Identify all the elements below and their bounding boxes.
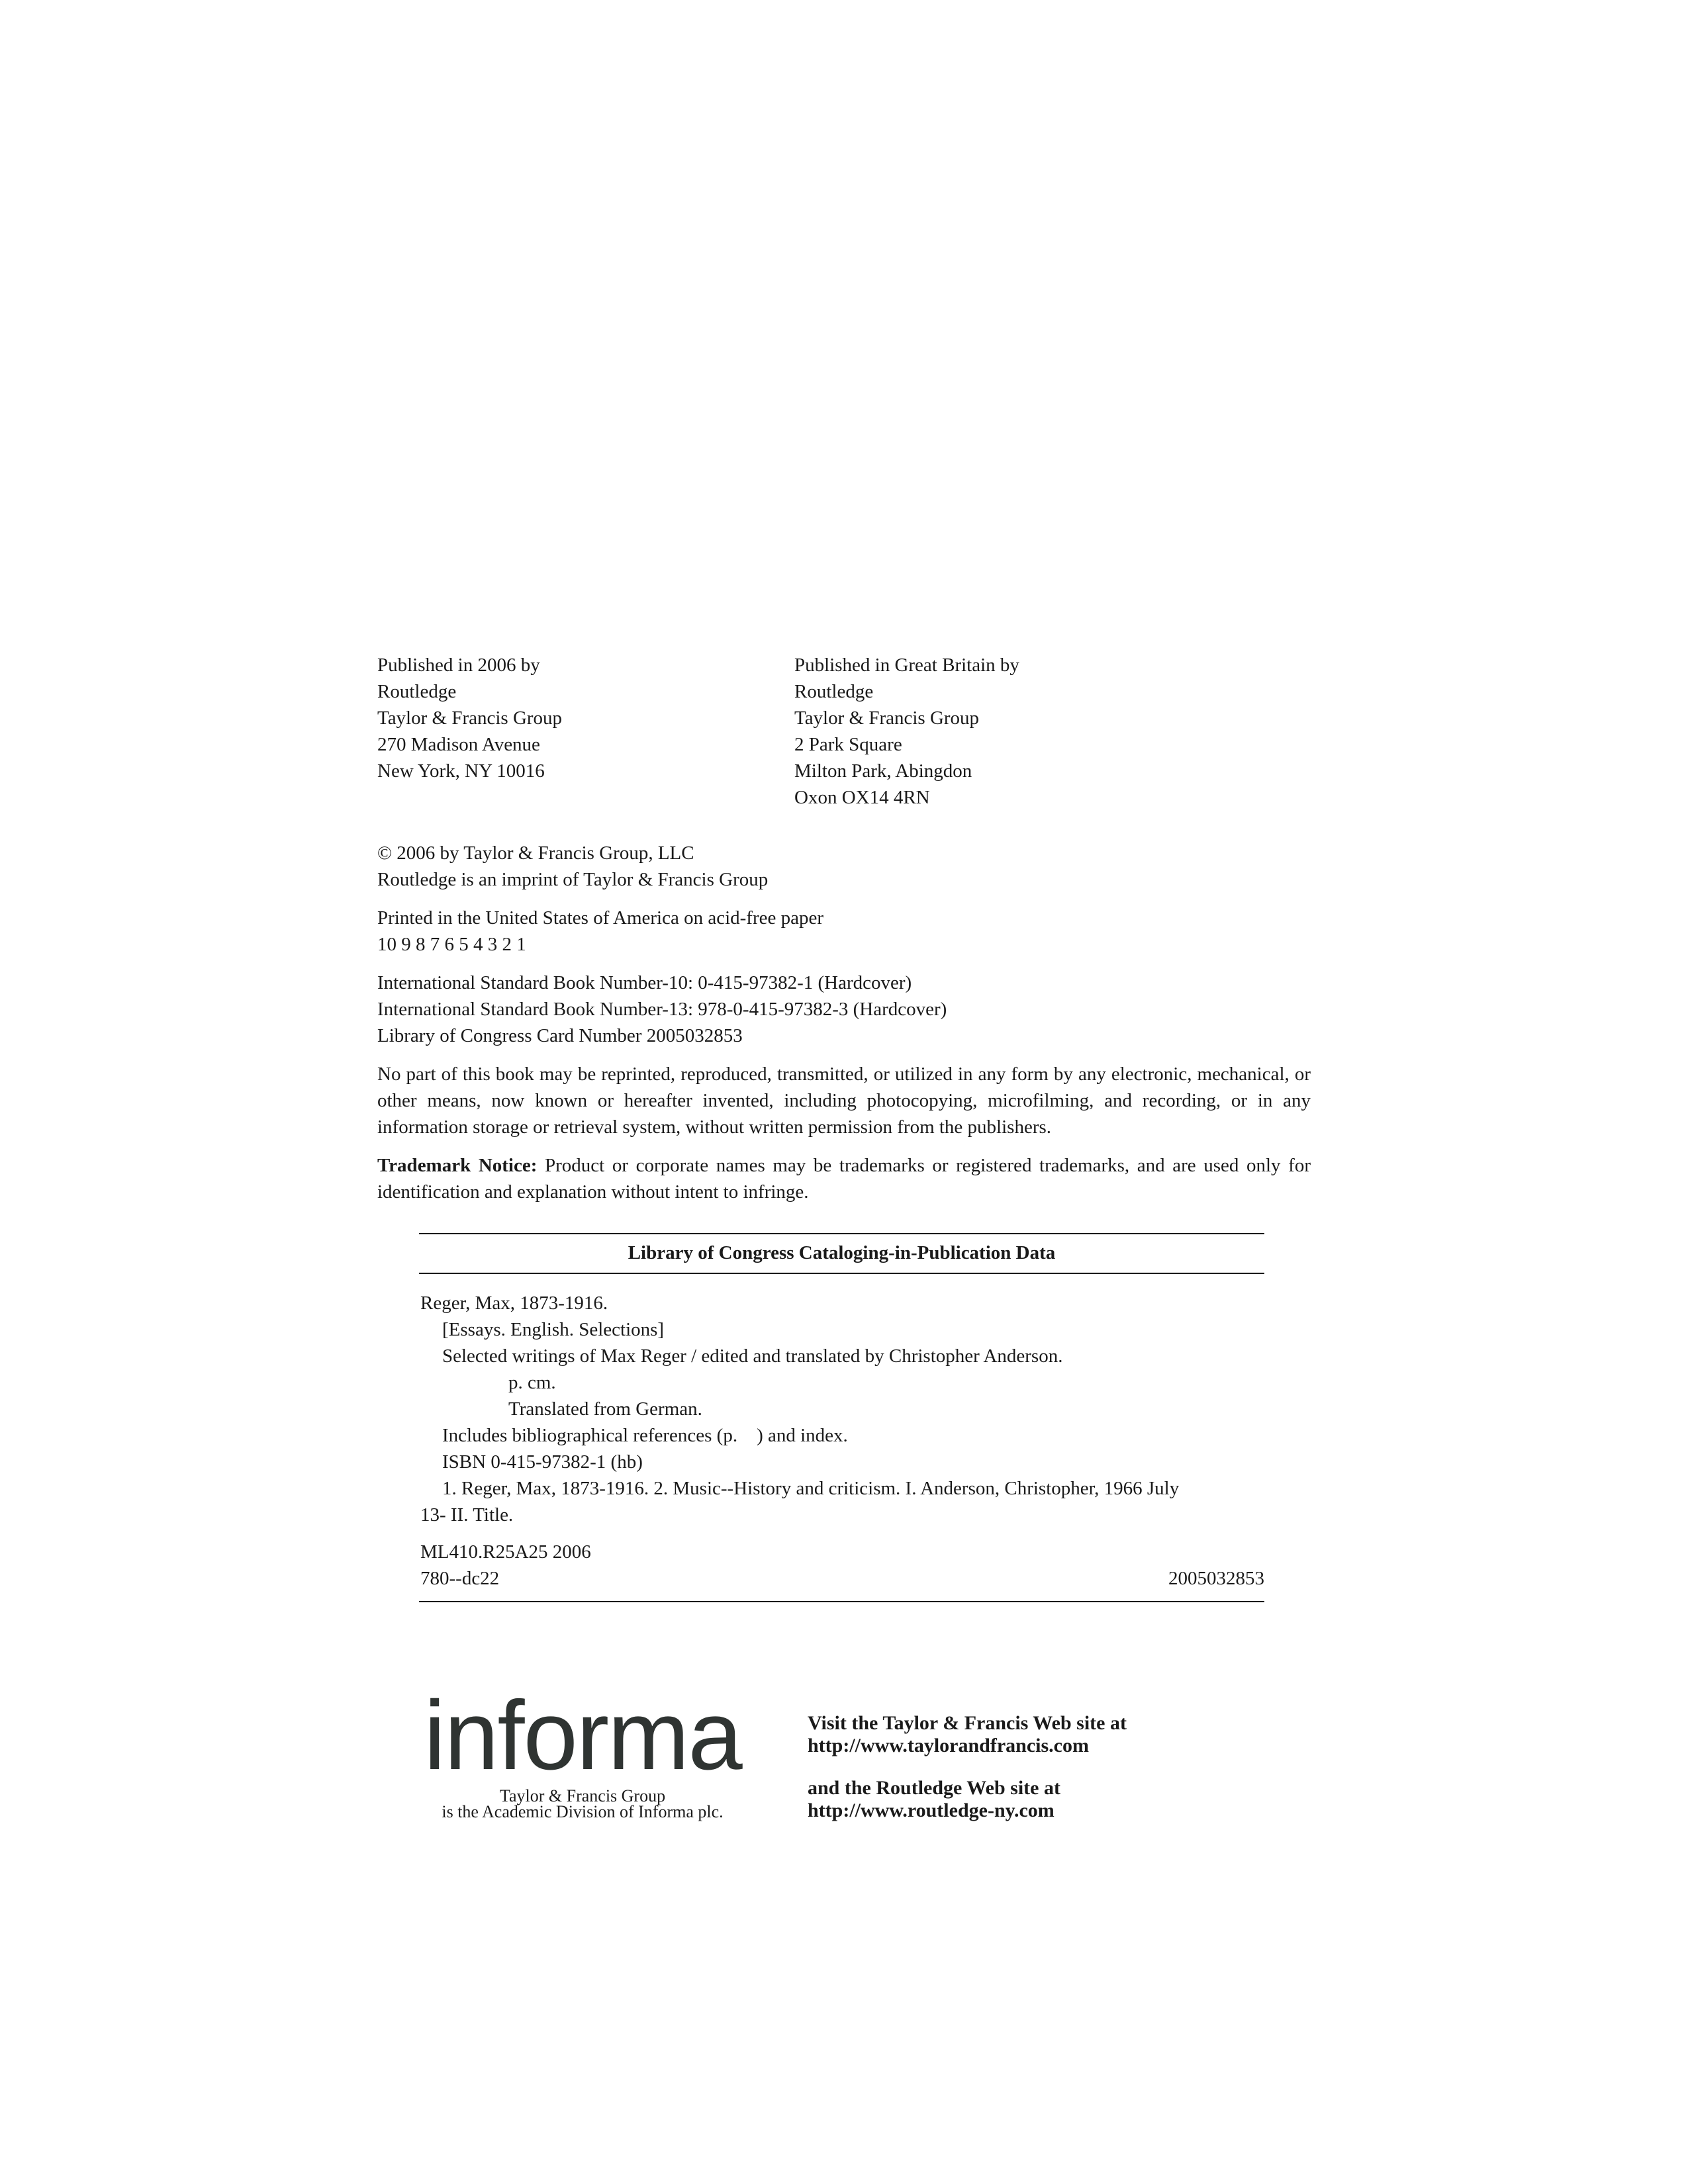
rights-notice: No part of this book may be reprinted, reproduced, transmitted, or utilized in any form by any electronic, mechanical, or other means, now known or hereafter invented, including photocopying, microfilming, and recording, or in any information storage or retrieval system, without written permission from the publishers. <box>377 1064 1311 1138</box>
cip-subjects-continued: 13- II. Title. <box>420 1504 514 1525</box>
informa-logo <box>397 1691 768 1790</box>
informa-logo-wordmark: informa <box>424 1691 741 1790</box>
informa-logo-block <box>391 1691 774 1822</box>
isbn-13-line: International Standard Book Number-13: 978-0-415-97382-3 (Hardcover) <box>377 999 947 1020</box>
trademark-notice <box>377 1152 1311 1205</box>
cip-isbn: ISBN 0-415-97382-1 (hb) <box>442 1451 643 1473</box>
us-publisher-line: 270 Madison Avenue <box>377 734 540 755</box>
uk-publisher-line: Published in Great Britain by <box>794 655 1019 676</box>
cip-call-number: ML410.R25A25 2006 <box>420 1541 591 1563</box>
uk-publisher-line: Routledge <box>794 681 874 702</box>
uk-publisher-line: Milton Park, Abingdon <box>794 760 972 782</box>
cip-record <box>419 1274 1264 1528</box>
us-publisher-line: Routledge <box>377 681 457 702</box>
trademark-label: Trademark Notice: <box>377 1155 538 1176</box>
publisher-addresses <box>377 652 1311 811</box>
copyright-page <box>377 652 1311 1602</box>
routledge-url-link[interactable]: http://www.routledge-ny.com <box>808 1799 1055 1821</box>
copyright-line: © 2006 by Taylor & Francis Group, LLC <box>377 842 694 864</box>
uk-publisher-address <box>794 652 1211 811</box>
cip-lccn: 2005032853 <box>1168 1568 1264 1589</box>
cip-title-statement: Selected writings of Max Reger / edited and translated by Christopher Anderson. <box>442 1345 1063 1367</box>
cip-bottom-rule <box>419 1601 1264 1602</box>
us-publisher-line: Published in 2006 by <box>377 655 540 676</box>
printed-in-line: Printed in the United States of America on acid-free paper <box>377 907 824 929</box>
visit-taylor-francis-text: Visit the Taylor & Francis Web site at <box>808 1712 1127 1734</box>
trademark-text: Product or corporate names may be trademarks or registered trademarks, and are used only for identification and explanation without intent to infringe. <box>377 1155 1311 1203</box>
cip-data-block <box>419 1233 1264 1602</box>
logo-caption-line: Taylor & Francis Group <box>499 1786 666 1805</box>
taylor-francis-url-link[interactable]: http://www.taylorandfrancis.com <box>808 1735 1089 1756</box>
uk-publisher-line: 2 Park Square <box>794 734 902 755</box>
printing-number-line: 10 9 8 7 6 5 4 3 2 1 <box>377 934 526 955</box>
cip-bibliography-note: Includes bibliographical references (p. ) and index. <box>442 1425 848 1446</box>
us-publisher-line: New York, NY 10016 <box>377 760 545 782</box>
us-publisher-address <box>377 652 794 811</box>
uk-publisher-line: Taylor & Francis Group <box>794 707 980 729</box>
logo-caption-line: is the Academic Division of Informa plc. <box>442 1802 724 1821</box>
copyright-notice <box>377 840 1311 893</box>
cip-uniform-title: [Essays. English. Selections] <box>442 1319 665 1340</box>
website-info <box>808 1712 1127 1822</box>
imprint-line: Routledge is an imprint of Taylor & Francis Group <box>377 869 769 890</box>
visit-routledge-text: and the Routledge Web site at <box>808 1777 1060 1799</box>
cip-dewey-number: 780--dc22 <box>420 1568 500 1589</box>
cip-physical-description: p. cm. <box>508 1372 556 1393</box>
uk-publisher-line: Oxon OX14 4RN <box>794 787 930 808</box>
cip-classification <box>419 1539 1264 1601</box>
lccn-line: Library of Congress Card Number 2005032853 <box>377 1025 743 1046</box>
cip-title: Library of Congress Cataloging-in-Publication Data <box>628 1242 1056 1263</box>
cip-classification-row <box>420 1565 1264 1601</box>
isbn-10-line: International Standard Book Number-10: 0-415-97382-1 (Hardcover) <box>377 972 912 993</box>
isbn-info <box>377 970 1311 1049</box>
footer <box>391 1691 1311 1822</box>
cip-translation-note: Translated from German. <box>508 1398 702 1420</box>
us-publisher-line: Taylor & Francis Group <box>377 707 563 729</box>
cip-subjects: 1. Reger, Max, 1873-1916. 2. Music--History and criticism. I. Anderson, Christopher, 1966 July <box>442 1478 1180 1499</box>
spacer <box>808 1757 1127 1777</box>
cip-author: Reger, Max, 1873-1916. <box>420 1293 608 1314</box>
printing-info <box>377 905 1311 958</box>
